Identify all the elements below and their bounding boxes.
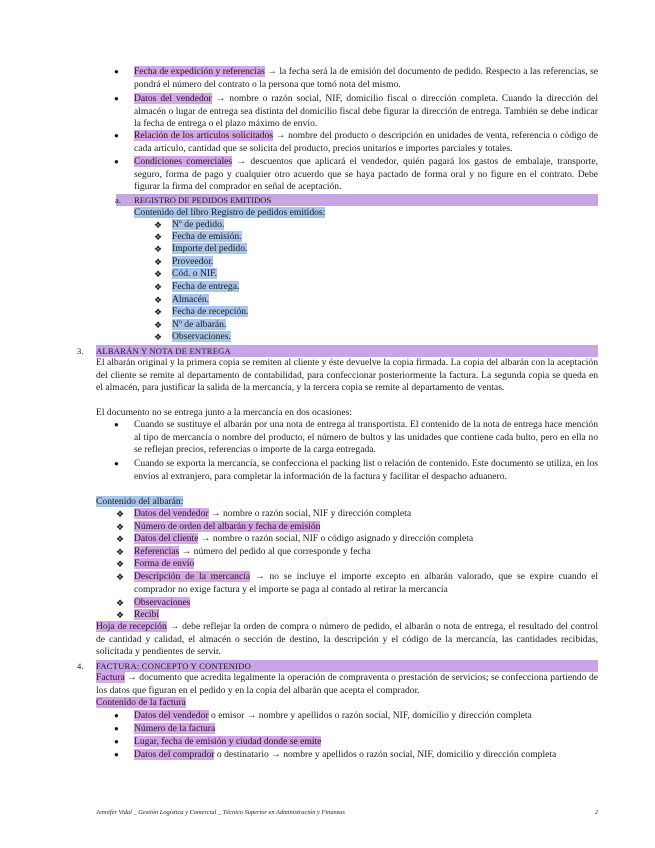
list-item: ❖ Fecha de recepción. (154, 306, 249, 317)
page-number: 2 (594, 809, 598, 816)
list-item: ❖ Fecha de emisión. (154, 231, 242, 242)
list-item: ● Lugar, fecha de emisión y ciudad donde se emite (114, 736, 322, 747)
diamond-bullet-icon: ❖ (154, 269, 163, 279)
list-item: ● Fecha de expedición y referencias → la fecha será la de emisión del documento de pedido. Respecto a las referencias, se pondrá el número del contrato o la persona que tomó nota del mismo. (114, 66, 598, 90)
list-item: ❖ Descripción de la mercancía → no se incluye el importe excepto en albarán valorado, que se expire cuando el comprador no exige factura y el importe se paga al contado al retirar la mercancía (116, 571, 598, 595)
diamond-bullet-icon: ❖ (116, 547, 125, 557)
diamond-bullet-icon: ❖ (116, 572, 125, 582)
list-item: ● Relación de los artículos solicitados → nombre del producto o descripción en unidades de venta, referencia o código de cada artículo, cantidad que se solicita del producto, precios unitarios e importes parciales y totales. (114, 130, 598, 154)
diamond-bullet-icon: ❖ (116, 509, 125, 519)
diamond-bullet-icon: ❖ (154, 307, 163, 317)
term-highlight: Fecha de expedición y referencias (134, 66, 265, 77)
list-item: ❖ Nº de pedido. (154, 219, 225, 230)
section-heading (77, 345, 598, 357)
diamond-bullet-icon: ❖ (154, 220, 163, 230)
list-item: ● Condiciones comerciales → descuentos que aplicará el vendedor, quién pagará los gastos de embalaje, transporte, seguro, forma de pago y cualquier otro acuerdo que se haya pactado de forma oral y no figure en el contrato. Debe figurar la firma del comprador en señal de aceptación. (114, 156, 599, 193)
diamond-bullet-icon: ❖ (116, 598, 125, 608)
list-item: ❖ Número de orden del albarán y fecha de emisión (116, 521, 321, 532)
list-item: ❖ Fecha de entrega. (154, 281, 240, 292)
list-item: ● Datos del comprador o destinatario → nombre y apellidos o razón social, NIF, domicilio y dirección completa (114, 749, 557, 760)
list-item: ❖ Referencias → número del pedido al que corresponde y fecha (116, 546, 371, 557)
contenido-factura-label: Contenido de la factura (96, 697, 186, 708)
list-item: ● Número de la factura (114, 723, 216, 734)
diamond-bullet-icon: ❖ (154, 282, 163, 292)
list-item: ❖ Datos del cliente → nombre o razón social, NIF o código asignado y dirección completa (116, 533, 474, 544)
contenido-albaran-label: Contenido del albarán: (96, 496, 184, 507)
section-title: ALBARÁN Y NOTA DE ENTREGA (96, 346, 231, 356)
bullet-icon: ● (114, 131, 119, 140)
list-item: ● Cuando se exporta la mercancía, se confecciona el packing list o relación de contenido. Este documento se utiliza, en los envíos al extranjero, para completar la información de la factura y facilitar el despacho aduanero. (114, 458, 598, 482)
list-item: ❖ Observaciones. (154, 331, 231, 342)
bullet-icon: ● (114, 737, 119, 746)
subsection-title: REGISTRO DE PEDIDOS EMITIDOS (134, 195, 272, 205)
list-item: ❖ Forma de envío (116, 558, 195, 569)
footer-text: Jennifer Vidal _ Gestión Logística y Comercial _ Técnico Superior en Administración y Finanzas (96, 809, 345, 816)
list-item: ❖ Nº de albarán. (154, 319, 227, 330)
term-highlight: Condiciones comerciales (134, 156, 233, 167)
list-item: ● Datos del vendedor → nombre o razón social, NIF, domicilio fiscal o dirección completa. Cuando la dirección del almacén o lugar de entrega sea distinta del domicilio fiscal debe figurar la dirección de entrega. También se debe indicar la fecha de entrega o el plazo máximo de envío. (114, 93, 598, 130)
diamond-bullet-icon: ❖ (154, 295, 163, 305)
paragraph: El albarán original y la primera copia se remiten al cliente y éste devuelve la copia firmada. La copia del albarán con la aceptación del cliente se remite al departamento de contabilidad, para confeccionar posteriormente la factura. La segunda copia se queda en el almacén, para justificar la salida de la mercancía, y la tercera copia se remite al departamento de ventas. (96, 357, 598, 394)
diamond-bullet-icon: ❖ (154, 332, 163, 342)
diamond-bullet-icon: ❖ (116, 559, 125, 569)
diamond-bullet-icon: ❖ (154, 320, 163, 330)
section-heading (77, 660, 598, 672)
bullet-icon: ● (114, 711, 119, 720)
paragraph: El documento no se entrega junto a la mercancía en dos ocasiones: (96, 407, 353, 418)
list-item: ● Datos del vendedor o emisor → nombre y apellidos o razón social, NIF, domicilio y dirección completa (114, 710, 532, 721)
list-item: ● Cuando se sustituye el albarán por una nota de entrega al transportista. El contenido de la nota de entrega hace mención al tipo de mercancía o nombre del producto, el número de bultos y las unidades que contiene cada bulto, pero en ella no se reflejan precios, referencias o importe de la carga entregada. (114, 419, 598, 456)
list-item: ❖ Importe del pedido. (154, 243, 248, 254)
subsection-heading (116, 194, 598, 206)
term-highlight: Datos del vendedor (134, 93, 212, 104)
diamond-bullet-icon: ❖ (116, 522, 125, 532)
list-item: ❖ Almacén. (154, 294, 210, 305)
diamond-bullet-icon: ❖ (154, 244, 163, 254)
diamond-bullet-icon: ❖ (116, 534, 125, 544)
list-item: ❖ Cód. o NIF. (154, 268, 218, 279)
list-item: ❖ Proveedor. (154, 256, 214, 267)
registro-intro: Contenido del libro Registro de pedidos emitidos: (134, 207, 326, 218)
term-highlight: Relación de los artículos solicitados (134, 130, 274, 141)
subsection-letter: a. (115, 195, 121, 205)
paragraph: Hoja de recepción → debe reflejar la orden de compra o número de pedido, el albarán o nota de entrega, el resultado del control de cantidad y calidad, el almacén o sección de destino, la descripción y el código de la mercancía, las cantidades recibidas, solicitada y pendientes de servir. (96, 621, 598, 658)
section-number: 3. (77, 346, 84, 356)
bullet-icon: ● (114, 420, 119, 429)
bullet-icon: ● (114, 67, 119, 76)
diamond-bullet-icon: ❖ (154, 257, 163, 267)
bullet-icon: ● (114, 459, 119, 468)
diamond-bullet-icon: ❖ (154, 232, 163, 242)
page-footer (96, 807, 598, 820)
diamond-bullet-icon: ❖ (116, 610, 125, 620)
list-item: ❖ Recibí (116, 609, 160, 620)
list-item: ❖ Datos del vendedor → nombre o razón social, NIF y dirección completa (116, 508, 412, 519)
bullet-icon: ● (114, 724, 119, 733)
section-number: 4. (77, 661, 84, 671)
bullet-icon: ● (114, 157, 119, 166)
paragraph: Factura → documento que acredita legalmente la operación de compraventa o prestación de servicios; se confecciona partiendo de los datos que figuran en el pedido y en la copia del albarán que acepta el comprador. (96, 672, 598, 696)
section-title: FACTURA: CONCEPTO Y CONTENIDO (96, 661, 252, 671)
bullet-icon: ● (114, 94, 119, 103)
list-item: ❖ Observaciones (116, 597, 191, 608)
bullet-icon: ● (114, 750, 119, 759)
